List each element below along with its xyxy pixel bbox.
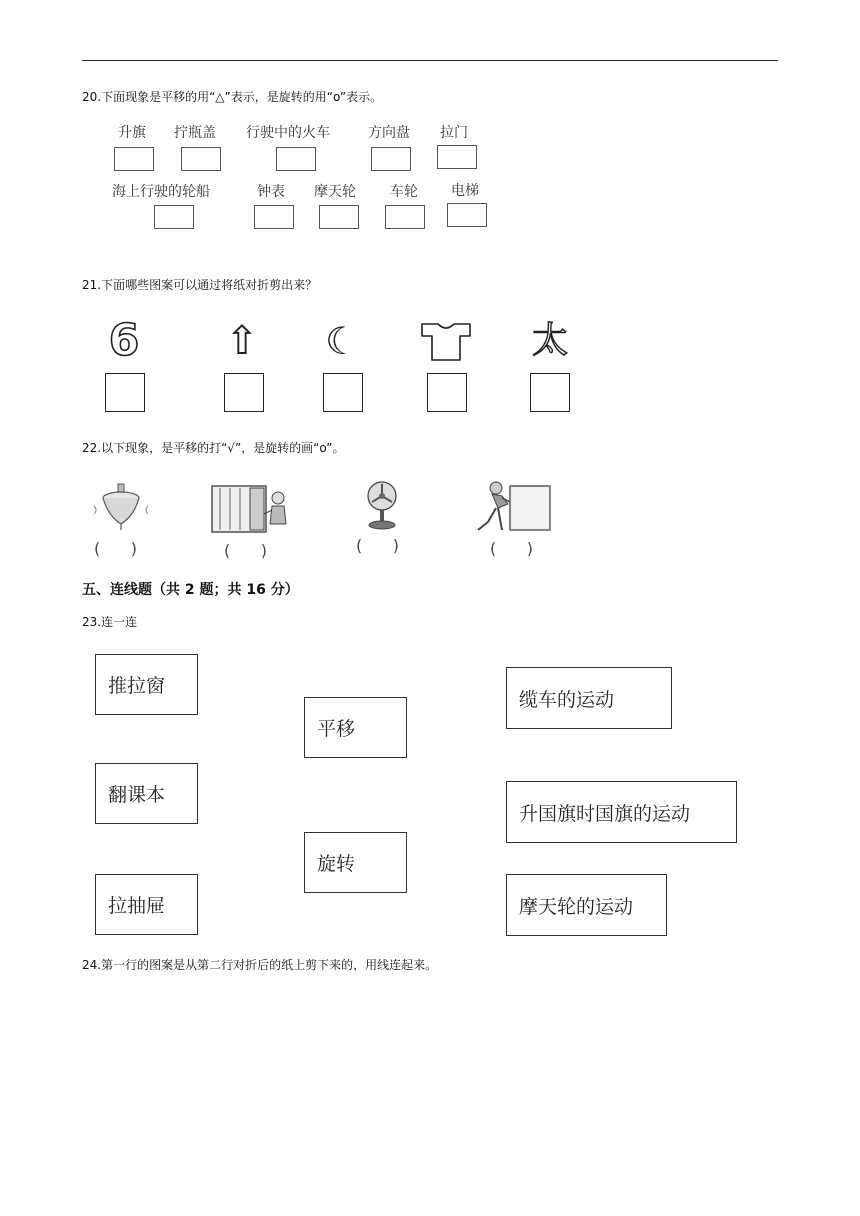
match-box-middle[interactable]: 平移 <box>304 697 407 758</box>
q24-prompt: 24.第一行的图案是从第二行对折后的纸上剪下来的，用线连起来。 <box>82 958 438 972</box>
q21-answer-box[interactable] <box>323 373 363 412</box>
arrow-up-icon: ⇧ <box>225 318 259 364</box>
q21-answer-box[interactable] <box>530 373 570 412</box>
sliding-window-picture <box>210 484 292 534</box>
q20-answer-box[interactable] <box>385 205 425 229</box>
tai-character-icon: 太 <box>531 320 568 361</box>
spinning-top-picture <box>90 480 154 536</box>
q20-label: 车轮 <box>390 184 418 200</box>
q20-answer-box[interactable] <box>254 205 294 229</box>
q20-label: 摩天轮 <box>314 184 356 200</box>
match-box-left[interactable]: 推拉窗 <box>95 654 198 715</box>
match-box-right[interactable]: 摩天轮的运动 <box>506 874 667 936</box>
q21-answer-box[interactable] <box>224 373 264 412</box>
q20-prompt: 20.下面现象是平移的用“△”表示，是旋转的用“o”表示。 <box>82 90 383 104</box>
pushing-box-picture <box>472 478 552 534</box>
q20-answer-box[interactable] <box>181 147 221 171</box>
q20-label: 钟表 <box>257 184 285 200</box>
q20-label: 拉门 <box>440 125 468 141</box>
q20-answer-box[interactable] <box>437 145 477 169</box>
shirt-icon <box>420 320 472 362</box>
q20-answer-box[interactable] <box>154 205 194 229</box>
match-box-left[interactable]: 拉抽屉 <box>95 874 198 935</box>
q20-label: 方向盘 <box>368 125 410 141</box>
match-box-right[interactable]: 升国旗时国旗的运动 <box>506 781 737 843</box>
q21-answer-box[interactable] <box>105 373 145 412</box>
q22-answer-blank[interactable]: ( ) <box>224 541 267 560</box>
q22-answer-blank[interactable]: ( ) <box>356 536 399 555</box>
q20-answer-box[interactable] <box>114 147 154 171</box>
q20-answer-box[interactable] <box>319 205 359 229</box>
header-rule <box>82 60 778 61</box>
q20-label: 电梯 <box>451 183 479 199</box>
q22-answer-blank[interactable]: ( ) <box>94 539 137 558</box>
q20-answer-box[interactable] <box>276 147 316 171</box>
match-box-right[interactable]: 缆车的运动 <box>506 667 672 729</box>
q21-prompt: 21.下面哪些图案可以通过将纸对折剪出来？ <box>82 278 318 292</box>
digit-six-icon: 6 <box>108 315 140 366</box>
q20-answer-box[interactable] <box>371 147 411 171</box>
q20-label: 海上行驶的轮船 <box>112 184 210 200</box>
q20-label: 升旗 <box>118 125 146 141</box>
electric-fan-picture <box>358 478 406 532</box>
q23-prompt: 23.连一连 <box>82 615 138 629</box>
match-box-middle[interactable]: 旋转 <box>304 832 407 893</box>
q20-answer-box[interactable] <box>447 203 487 227</box>
q22-answer-blank[interactable]: ( ) <box>490 539 533 558</box>
section-title: 五、连线题（共 2 题；共 16 分） <box>82 582 299 598</box>
q20-label: 行驶中的火车 <box>246 125 330 141</box>
q21-answer-box[interactable] <box>427 373 467 412</box>
q22-prompt: 22.以下现象，是平移的打“√”，是旋转的画“o”。 <box>82 441 345 455</box>
crescent-moon-icon: ☾ <box>324 319 360 363</box>
match-box-left[interactable]: 翻课本 <box>95 763 198 824</box>
q20-label: 拧瓶盖 <box>174 125 216 141</box>
